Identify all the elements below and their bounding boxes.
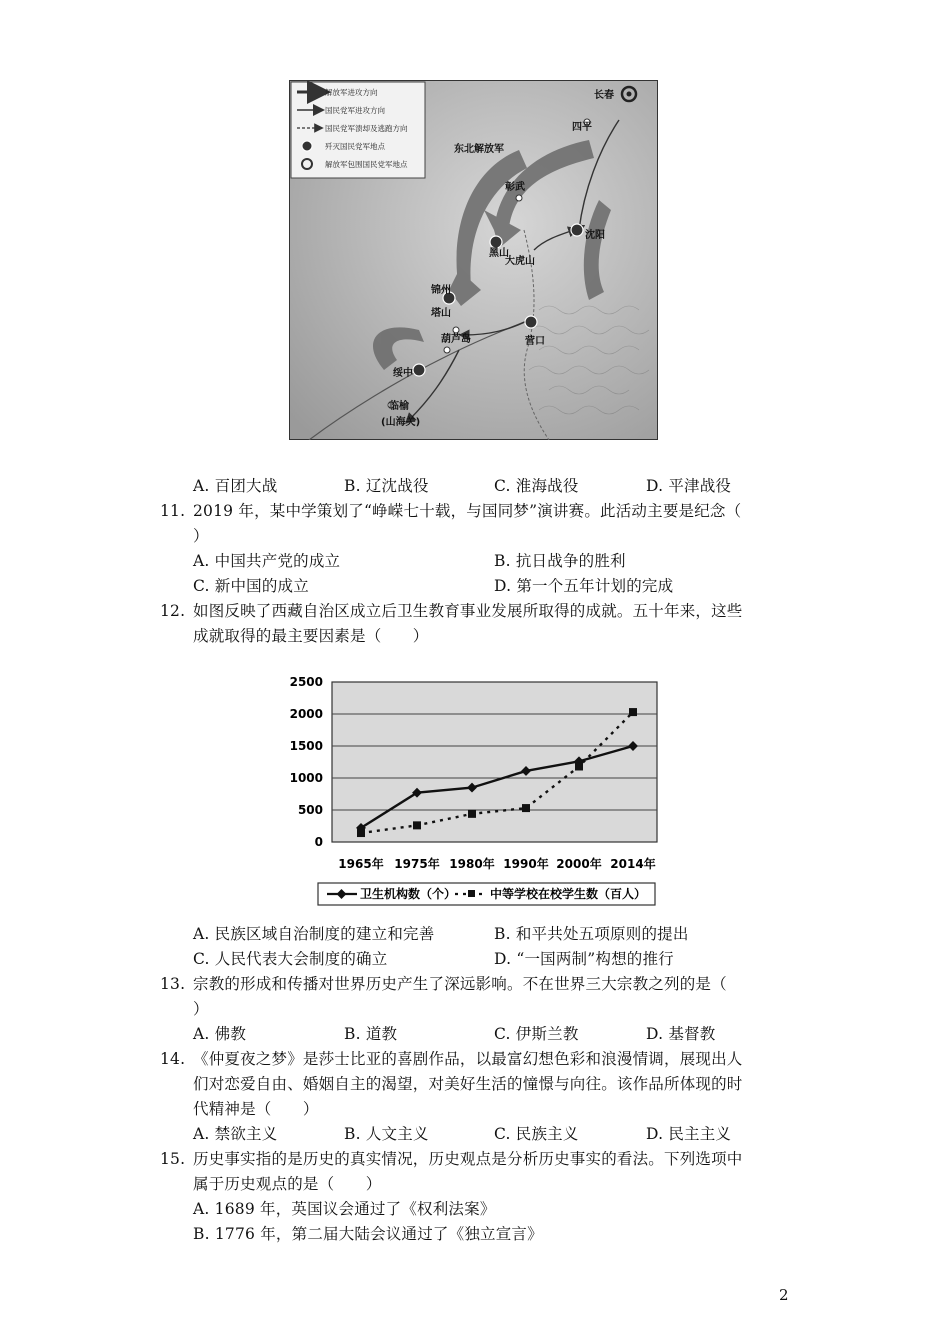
q14-option-a: A. 禁欲主义 [193,1125,278,1143]
q12-option-d: D. “一国两制”构想的推行 [494,950,674,968]
students-point [629,708,637,716]
q13-option-b: B. 道教 [344,1025,398,1043]
q14-option-c: C. 民族主义 [494,1125,579,1143]
label-army: 东北解放军 [454,144,504,155]
chart-plot-area [332,682,657,842]
q11-option-a: A. 中国共产党的成立 [193,552,341,570]
q13-option-d: D. 基督教 [646,1025,716,1043]
q11-line-2: ） [193,527,209,545]
q10-option-d: D. 平津战役 [646,477,732,495]
q11-option-d: D. 第一个五年计划的完成 [494,577,674,595]
q12-line-1: 如图反映了西藏自治区成立后卫生教育事业发展所取得的成就。五十年来，这些 [193,602,743,620]
label-yingkou: 营口 [525,336,545,347]
q13-line-1: 宗教的形成和传播对世界历史产生了深远影响。不在世界三大宗教之列的是（ [193,975,727,993]
students-point [575,762,583,770]
q10-option-c: C. 淮海战役 [494,477,579,495]
y-tick-label: 2500 [289,675,323,689]
students-point [468,810,476,818]
label-shenyang: 沈阳 [585,230,605,241]
x-tick-label: 2014年 [610,857,656,871]
students-point [357,829,365,837]
label-changchun: 长春 [594,90,614,101]
q10-option-a: A. 百团大战 [193,477,278,495]
legend-label-kmt-attack: 国民党军进攻方向 [325,106,385,115]
label-jinzhou: 锦州 [431,285,451,296]
y-tick-label: 2000 [289,707,323,721]
legend-series-2: 中等学校在校学生数（百人） [490,887,647,901]
legend-label-kmt-retreat: 国民党军溃却及逃跑方向 [325,124,408,133]
q13-line-2: ） [193,1000,209,1018]
students-point [522,804,530,812]
yingkou-annihilate-icon [525,316,537,328]
label-zhangwu: 彰武 [505,182,525,193]
label-dahushan: 大虎山 [505,256,535,267]
q11-option-b: B. 抗日战争的胜利 [494,552,626,570]
q15-line-2: 属于历史观点的是（ ） [193,1175,382,1193]
legend-label-pla-attack: 解放军进攻方向 [325,88,378,97]
x-tick-label: 1990年 [503,857,549,871]
label-suizhong: 绥中 [393,368,413,379]
legend-label-encircle: 解放军包围国民党军地点 [325,160,408,169]
suizhong-annihilate-icon [413,364,425,376]
q11-option-c: C. 新中国的成立 [193,577,309,595]
y-tick-label: 500 [297,803,323,817]
page-number: 2 [779,1286,789,1304]
y-tick-label: 0 [314,835,323,849]
q14-line-3: 代精神是（ ） [193,1100,319,1118]
q14-option-b: B. 人文主义 [344,1125,429,1143]
q15-number: 15. [160,1150,186,1168]
q14-number: 14. [160,1050,186,1068]
q12-number: 12. [160,602,186,620]
q13-option-a: A. 佛教 [193,1025,247,1043]
q13-number: 13. [160,975,186,993]
shenyang-annihilate-icon [571,224,583,236]
annihilate-point-icon [302,141,312,151]
label-siping: 四平 [572,122,592,133]
x-tick-label: 1980年 [449,857,495,871]
label-heishan: 黑山 [489,248,509,259]
q14-line-1: 《仲夏夜之梦》是莎士比亚的喜剧作品，以最富幻想色彩和浪漫情调，展现出人 [193,1050,743,1068]
q15-option-a: A. 1689 年，英国议会通过了《权利法案》 [193,1200,496,1218]
q12-option-b: B. 和平共处五项原则的提出 [494,925,689,943]
tibet-development-chart [285,672,665,912]
legend-label-annihilate: 歼灭国民党军地点 [325,142,385,151]
x-tick-label: 1965年 [338,857,384,871]
students-point [413,821,421,829]
q10-option-b: B. 辽沈战役 [344,477,429,495]
q15-line-1: 历史事实指的是历史的真实情况，历史观点是分析历史事实的看法。下列选项中 [193,1150,743,1168]
liaoshen-campaign-map [289,80,658,440]
label-linyu: 临榆 [389,401,409,412]
q12-option-a: A. 民族区域自治制度的建立和完善 [193,925,435,943]
q11-line-1: 2019 年，某中学策划了“峥嵘七十载，与国同梦”演讲赛。此活动主要是纪念（ [193,502,742,520]
x-tick-label: 1975年 [394,857,440,871]
heishan-annihilate-icon [490,236,502,248]
legend-series-1: 卫生机构数（个） [360,887,457,901]
y-tick-label: 1500 [289,739,323,753]
x-tick-label: 2000年 [556,857,602,871]
q13-option-c: C. 伊斯兰教 [494,1025,579,1043]
q15-option-b: B. 1776 年，第二届大陆会议通过了《独立宣言》 [193,1225,543,1243]
q14-line-2: 们对恋爱自由、婚姻自主的渴望，对美好生活的憧憬与向往。该作品所体现的时 [193,1075,743,1093]
q14-option-d: D. 民主主义 [646,1125,732,1143]
q12-option-c: C. 人民代表大会制度的确立 [193,950,388,968]
label-huludao: 葫芦岛 [441,334,471,345]
legend-square-icon [468,890,475,897]
label-tashan: 塔山 [431,308,451,319]
q12-line-2: 成就取得的最主要因素是（ ） [193,627,429,645]
label-shanhaiguan: (山海关) [381,417,421,428]
q11-number: 11. [160,502,186,520]
y-tick-label: 1000 [289,771,323,785]
